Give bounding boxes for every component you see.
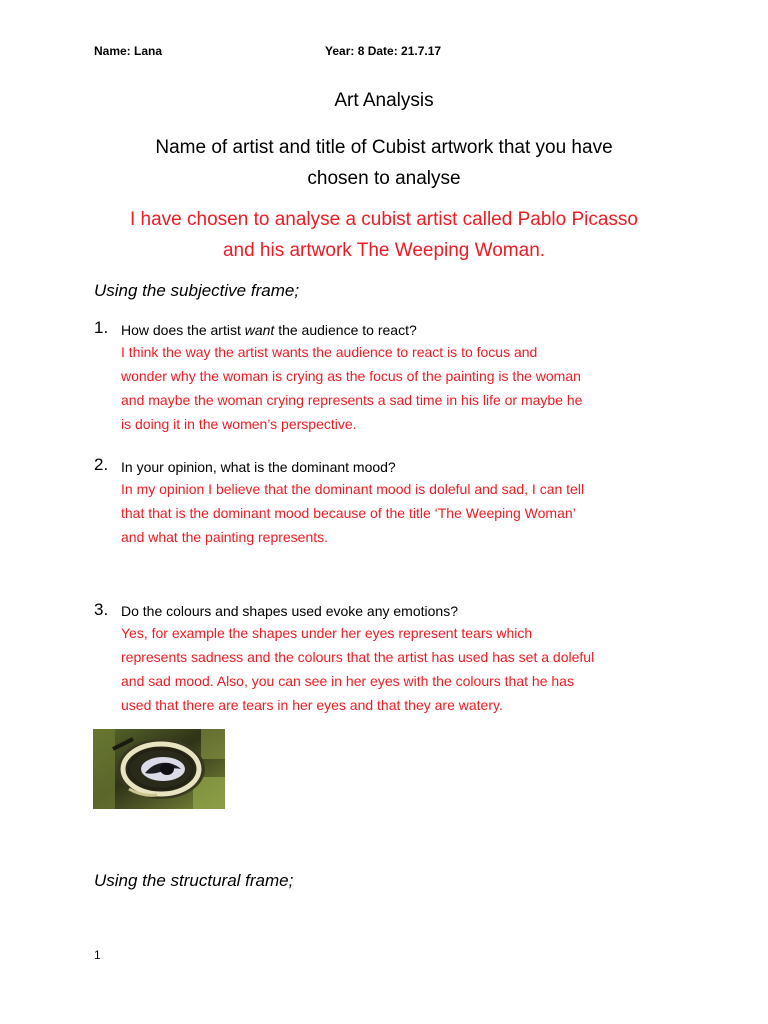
question-1-number: 1. <box>94 318 109 337</box>
document-title: Art Analysis <box>334 90 434 111</box>
answer-line: Yes, for example the shapes under her eyes represent tears which <box>121 625 533 641</box>
answer-line: and maybe the woman crying represents a sad time in his life or maybe he <box>121 392 583 408</box>
answer-line: that that is the dominant mood because of the title ‘The Weeping Woman’ <box>121 505 576 521</box>
answer-line: and sad mood. Also, you can see in her eyes with the colours that he has <box>121 673 574 689</box>
question-1-text <box>121 322 417 338</box>
question-1-answer <box>121 340 721 436</box>
question-2-text: In your opinion, what is the dominant mood? <box>121 459 396 475</box>
artwork-prompt-line-2: chosen to analyse <box>307 168 461 189</box>
painting-eye-detail-image <box>93 729 225 809</box>
answer-line: wonder why the woman is crying as the focus of the painting is the woman <box>121 368 581 384</box>
question-2-answer <box>121 477 721 549</box>
artwork-prompt <box>0 132 768 194</box>
question-1-text-before: How does the artist <box>121 322 245 338</box>
artwork-answer-line-1: I have chosen to analyse a cubist artist called Pablo Picasso <box>129 209 638 230</box>
subjective-frame-heading: Using the subjective frame; <box>94 281 300 300</box>
answer-line: used that there are tears in her eyes and that they are watery. <box>121 697 503 713</box>
question-1-text-after: the audience to react? <box>274 322 417 338</box>
question-3-text: Do the colours and shapes used evoke any emotions? <box>121 603 458 619</box>
answer-line: In my opinion I believe that the dominant mood is doleful and sad, I can tell <box>121 481 585 497</box>
question-2-number: 2. <box>94 455 109 474</box>
artwork-prompt-line-1: Name of artist and title of Cubist artwork that you have <box>155 137 613 158</box>
answer-line: and what the painting represents. <box>121 529 329 545</box>
question-1-emphasis: want <box>244 322 275 338</box>
answer-line: represents sadness and the colours that the artist has used has set a doleful <box>121 649 595 665</box>
question-3-answer <box>121 621 721 717</box>
year-date: Year: 8 Date: 21.7.17 <box>325 44 442 58</box>
answer-line: I think the way the artist wants the audience to react is to focus and <box>121 344 538 360</box>
answer-line: is doing it in the women’s perspective. <box>121 416 357 432</box>
artwork-answer <box>0 204 768 266</box>
page-number: 1 <box>94 948 101 962</box>
structural-frame-heading: Using the structural frame; <box>94 871 294 890</box>
student-name: Name: Lana <box>94 44 163 58</box>
question-3-number: 3. <box>94 600 109 619</box>
artwork-answer-line-2: and his artwork The Weeping Woman. <box>222 240 546 261</box>
